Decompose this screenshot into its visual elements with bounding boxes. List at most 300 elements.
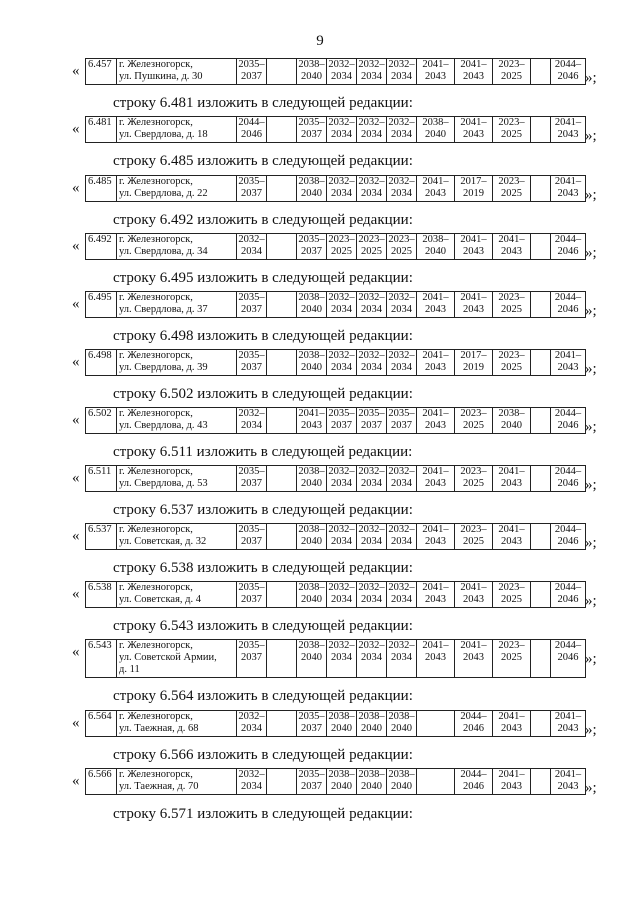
- year-range-cell: [455, 769, 493, 795]
- year-end: 2043: [557, 129, 579, 140]
- year-range-cell: [267, 582, 297, 608]
- year-range-cell: [417, 59, 455, 85]
- year-start: 2035–: [238, 582, 265, 593]
- page-number: 9: [316, 33, 324, 49]
- close-quote: »;: [585, 245, 597, 261]
- year-end: 2043: [425, 304, 446, 315]
- year-end: 2043: [425, 188, 446, 199]
- year-range-cell: [237, 769, 267, 795]
- address-cell: [117, 524, 237, 550]
- year-end: 2025: [463, 420, 484, 431]
- amendment-row: [72, 116, 632, 152]
- year-end: 2043: [425, 536, 446, 547]
- address-line: ул. Советская, д. 4: [119, 594, 201, 605]
- year-end: 2037: [241, 304, 262, 315]
- address-cell: [117, 769, 237, 795]
- year-end: 2034: [331, 536, 352, 547]
- address-line: ул. Советской Армии,: [119, 652, 217, 663]
- year-range-cell: [297, 350, 327, 376]
- year-start: 2023–: [358, 234, 385, 245]
- year-end: 2034: [361, 362, 382, 373]
- year-range-cell: [387, 292, 417, 318]
- year-start: 2041–: [422, 350, 449, 361]
- amendment-row: [72, 639, 632, 675]
- year-range-cell: [237, 640, 267, 678]
- year-range-cell: [417, 350, 455, 376]
- year-end: 2034: [391, 362, 412, 373]
- year-range-cell: [455, 640, 493, 678]
- year-start: 2044–: [554, 59, 582, 70]
- year-start: 2032–: [358, 292, 385, 303]
- year-start: 2032–: [328, 640, 355, 651]
- year-end: 2040: [425, 246, 446, 257]
- address-line: г. Железногорск,: [119, 408, 193, 419]
- amendment-table: [85, 407, 586, 434]
- year-end: 2043: [501, 781, 522, 792]
- year-range-cell: [417, 292, 455, 318]
- year-end: 2037: [241, 188, 262, 199]
- year-end: 2040: [361, 723, 382, 734]
- year-range-cell: [387, 640, 417, 678]
- address-cell: [117, 59, 237, 85]
- year-range-cell: [531, 59, 551, 85]
- close-quote: »;: [585, 535, 597, 551]
- open-quote: «: [72, 180, 80, 196]
- year-start: 2023–: [498, 59, 525, 70]
- year-start: 2032–: [358, 350, 385, 361]
- year-range-cell: [551, 234, 586, 260]
- year-range-cell: [417, 582, 455, 608]
- year-start: 2023–: [498, 292, 525, 303]
- year-start: 2038–: [358, 769, 385, 780]
- year-start: 2038–: [298, 350, 325, 361]
- year-end: 2040: [501, 420, 522, 431]
- row-number-cell: 6.543: [86, 640, 117, 678]
- year-range-cell: [387, 350, 417, 376]
- year-start: 2041–: [460, 582, 487, 593]
- year-end: 2043: [425, 478, 446, 489]
- year-end: 2046: [557, 478, 579, 489]
- year-end: 2025: [463, 536, 484, 547]
- year-range-cell: [493, 408, 531, 434]
- year-start: 2023–: [460, 524, 487, 535]
- year-range-cell: [237, 711, 267, 737]
- year-range-cell: [531, 117, 551, 143]
- row-number-cell: 6.537: [86, 524, 117, 550]
- year-end: 2043: [463, 652, 484, 663]
- year-range-cell: [455, 350, 493, 376]
- year-start: 2041–: [554, 711, 582, 722]
- amendment-instruction: строку 6.564 изложить в следующей редакции:: [113, 688, 413, 704]
- year-end: 2046: [557, 420, 579, 431]
- year-end: 2025: [501, 129, 522, 140]
- open-quote: «: [72, 586, 80, 602]
- year-start: 2044–: [554, 466, 582, 477]
- year-end: 2046: [241, 129, 262, 140]
- year-end: 2037: [301, 246, 322, 257]
- year-end: 2040: [361, 781, 382, 792]
- year-end: 2034: [331, 478, 352, 489]
- year-start: 2032–: [238, 711, 265, 722]
- address-line: г. Железногорск,: [119, 640, 193, 651]
- row-number-cell: 6.498: [86, 350, 117, 376]
- year-start: 2023–: [498, 582, 525, 593]
- year-start: 2035–: [238, 524, 265, 535]
- year-start: 2041–: [460, 640, 487, 651]
- year-end: 2046: [463, 723, 484, 734]
- year-end: 2025: [501, 188, 522, 199]
- year-range-cell: [267, 59, 297, 85]
- year-end: 2025: [391, 246, 412, 257]
- year-end: 2040: [301, 71, 322, 82]
- year-end: 2043: [463, 304, 484, 315]
- open-quote: «: [72, 644, 80, 660]
- year-start: 2023–: [498, 117, 525, 128]
- year-range-cell: [531, 234, 551, 260]
- year-end: 2040: [391, 781, 412, 792]
- amendment-instruction: строку 6.537 изложить в следующей редакции:: [113, 502, 413, 518]
- year-start: 2041–: [422, 524, 449, 535]
- year-start: 2032–: [388, 524, 415, 535]
- year-range-cell: [387, 176, 417, 202]
- year-range-cell: [551, 292, 586, 318]
- year-end: 2034: [391, 594, 412, 605]
- amendment-instruction: строку 6.502 изложить в следующей редакции:: [113, 386, 413, 402]
- year-range-cell: [455, 234, 493, 260]
- amendment-row: [72, 465, 632, 501]
- year-range-cell: [455, 59, 493, 85]
- year-start: 2041–: [554, 117, 582, 128]
- row-number-cell: 6.495: [86, 292, 117, 318]
- row-number-cell: 6.511: [86, 466, 117, 492]
- amendment-row: [72, 407, 632, 443]
- address-line: ул. Свердлова, д. 39: [119, 362, 208, 373]
- year-end: 2046: [557, 246, 579, 257]
- year-start: 2032–: [328, 582, 355, 593]
- year-end: 2043: [425, 652, 446, 663]
- amendment-row: [72, 175, 632, 211]
- year-range-cell: [267, 292, 297, 318]
- address-line: ул. Свердлова, д. 53: [119, 478, 208, 489]
- open-quote: «: [72, 773, 80, 789]
- year-end: 2043: [425, 594, 446, 605]
- year-end: 2043: [463, 129, 484, 140]
- year-start: 2044–: [554, 640, 582, 651]
- amendment-table: [85, 710, 586, 737]
- year-end: 2034: [361, 478, 382, 489]
- year-end: 2043: [557, 362, 579, 373]
- address-line: ул. Свердлова, д. 18: [119, 129, 208, 140]
- year-range-cell: [387, 582, 417, 608]
- year-end: 2043: [425, 420, 446, 431]
- year-start: 2032–: [328, 524, 355, 535]
- year-start: 2044–: [460, 711, 487, 722]
- year-start: 2038–: [298, 524, 325, 535]
- year-range-cell: [327, 292, 357, 318]
- year-end: 2040: [425, 129, 446, 140]
- year-range-cell: [387, 117, 417, 143]
- year-start: 2041–: [554, 350, 582, 361]
- address-line: г. Железногорск,: [119, 234, 193, 245]
- address-line: ул. Свердлова, д. 37: [119, 304, 208, 315]
- address-line: г. Железногорск,: [119, 466, 193, 477]
- year-start: 2032–: [328, 350, 355, 361]
- year-range-cell: [551, 466, 586, 492]
- year-end: 2043: [463, 71, 484, 82]
- year-end: 2040: [301, 652, 322, 663]
- year-start: 2041–: [498, 769, 525, 780]
- amendment-row: [72, 581, 632, 617]
- year-end: 2043: [425, 362, 446, 373]
- close-quote: »;: [585, 303, 597, 319]
- year-range-cell: [357, 117, 387, 143]
- year-range-cell: [297, 59, 327, 85]
- year-start: 2041–: [460, 59, 487, 70]
- year-range-cell: [267, 117, 297, 143]
- amendment-table: [85, 233, 586, 260]
- year-range-cell: [531, 524, 551, 550]
- year-start: 2035–: [238, 176, 265, 187]
- year-range-cell: [297, 408, 327, 434]
- address-line: г. Железногорск,: [119, 176, 193, 187]
- open-quote: «: [72, 715, 80, 731]
- year-end: 2037: [241, 536, 262, 547]
- year-start: 2032–: [358, 640, 385, 651]
- year-range-cell: [387, 466, 417, 492]
- year-range-cell: [455, 466, 493, 492]
- year-range-cell: [531, 350, 551, 376]
- amendment-instruction: строку 6.511 изложить в следующей редакции:: [113, 444, 413, 460]
- year-range-cell: [237, 292, 267, 318]
- year-start: 2041–: [498, 711, 525, 722]
- address-line: г. Железногорск,: [119, 59, 193, 70]
- year-start: 2032–: [388, 59, 415, 70]
- year-end: 2025: [501, 594, 522, 605]
- year-start: 2044–: [554, 582, 582, 593]
- address-line: г. Железногорск,: [119, 350, 193, 361]
- year-range-cell: [267, 408, 297, 434]
- year-end: 2037: [241, 652, 262, 663]
- year-end: 2037: [241, 362, 262, 373]
- year-range-cell: [357, 711, 387, 737]
- year-end: 2034: [391, 536, 412, 547]
- year-range-cell: [551, 582, 586, 608]
- address-cell: [117, 640, 237, 678]
- year-range-cell: [455, 408, 493, 434]
- year-start: 2041–: [422, 640, 449, 651]
- year-end: 2034: [331, 304, 352, 315]
- address-line: г. Железногорск,: [119, 292, 193, 303]
- year-start: 2032–: [238, 234, 265, 245]
- year-start: 2032–: [238, 408, 265, 419]
- year-start: 2032–: [388, 640, 415, 651]
- year-start: 2041–: [460, 234, 487, 245]
- year-start: 2023–: [498, 350, 525, 361]
- year-end: 2034: [361, 652, 382, 663]
- year-range-cell: [237, 582, 267, 608]
- year-range-cell: [267, 176, 297, 202]
- year-range-cell: [327, 408, 357, 434]
- address-line: д. 11: [119, 664, 140, 675]
- year-range-cell: [237, 234, 267, 260]
- year-end: 2034: [241, 246, 262, 257]
- year-range-cell: [267, 640, 297, 678]
- amendment-table: [85, 291, 586, 318]
- address-cell: [117, 466, 237, 492]
- year-end: 2034: [331, 129, 352, 140]
- year-range-cell: [417, 117, 455, 143]
- year-end: 2037: [241, 594, 262, 605]
- year-start: 2035–: [238, 59, 265, 70]
- year-range-cell: [327, 466, 357, 492]
- year-range-cell: [297, 640, 327, 678]
- year-range-cell: [267, 711, 297, 737]
- year-end: 2037: [301, 723, 322, 734]
- year-start: 2032–: [358, 524, 385, 535]
- year-range-cell: [493, 466, 531, 492]
- year-end: 2025: [501, 652, 522, 663]
- amendment-instruction: строку 6.538 изложить в следующей редакции:: [113, 560, 413, 576]
- year-end: 2034: [391, 188, 412, 199]
- year-start: 2038–: [388, 711, 415, 722]
- year-start: 2032–: [358, 59, 385, 70]
- year-end: 2019: [463, 188, 484, 199]
- year-range-cell: [551, 350, 586, 376]
- close-quote: »;: [585, 128, 597, 144]
- year-start: 2032–: [358, 117, 385, 128]
- address-cell: [117, 292, 237, 318]
- amendment-row: [72, 768, 632, 804]
- year-range-cell: [531, 640, 551, 678]
- year-start: 2023–: [498, 640, 525, 651]
- year-start: 2032–: [388, 582, 415, 593]
- year-range-cell: [531, 408, 551, 434]
- year-range-cell: [357, 640, 387, 678]
- amendment-row: [72, 233, 632, 269]
- year-end: 2025: [361, 246, 382, 257]
- year-range-cell: [327, 117, 357, 143]
- year-start: 2041–: [422, 466, 449, 477]
- year-range-cell: [357, 350, 387, 376]
- year-start: 2032–: [388, 466, 415, 477]
- year-range-cell: [493, 582, 531, 608]
- amendment-row: [72, 291, 632, 327]
- year-end: 2040: [301, 536, 322, 547]
- year-range-cell: [357, 176, 387, 202]
- year-range-cell: [551, 769, 586, 795]
- year-range-cell: [455, 711, 493, 737]
- year-start: 2023–: [388, 234, 415, 245]
- year-end: 2046: [557, 71, 579, 82]
- year-end: 2040: [301, 304, 322, 315]
- amendment-table: [85, 639, 586, 678]
- year-range-cell: [493, 292, 531, 318]
- row-number-cell: 6.481: [86, 117, 117, 143]
- year-start: 2041–: [554, 176, 582, 187]
- year-range-cell: [267, 466, 297, 492]
- row-number-cell: 6.538: [86, 582, 117, 608]
- year-start: 2035–: [238, 292, 265, 303]
- year-end: 2043: [501, 246, 522, 257]
- year-end: 2034: [331, 188, 352, 199]
- row-number-cell: 6.485: [86, 176, 117, 202]
- year-range-cell: [493, 350, 531, 376]
- year-start: 2038–: [298, 640, 325, 651]
- year-end: 2037: [361, 420, 382, 431]
- year-range-cell: [237, 59, 267, 85]
- year-range-cell: [493, 524, 531, 550]
- year-range-cell: [387, 234, 417, 260]
- year-end: 2040: [301, 188, 322, 199]
- year-range-cell: [297, 176, 327, 202]
- year-range-cell: [551, 59, 586, 85]
- year-range-cell: [237, 524, 267, 550]
- year-end: 2034: [241, 420, 262, 431]
- year-end: 2034: [361, 304, 382, 315]
- year-start: 2041–: [422, 292, 449, 303]
- year-start: 2017–: [460, 176, 487, 187]
- year-end: 2019: [463, 362, 484, 373]
- year-range-cell: [531, 711, 551, 737]
- year-end: 2043: [463, 246, 484, 257]
- year-start: 2032–: [358, 466, 385, 477]
- row-number-cell: 6.492: [86, 234, 117, 260]
- year-start: 2041–: [498, 466, 525, 477]
- year-range-cell: [327, 769, 357, 795]
- year-range-cell: [417, 769, 455, 795]
- year-range-cell: [237, 466, 267, 492]
- year-range-cell: [327, 711, 357, 737]
- address-line: г. Железногорск,: [119, 769, 193, 780]
- amendment-row: [72, 523, 632, 559]
- year-range-cell: [531, 769, 551, 795]
- year-end: 2034: [331, 652, 352, 663]
- year-end: 2046: [463, 781, 484, 792]
- address-line: ул. Советская, д. 32: [119, 536, 207, 547]
- year-start: 2035–: [358, 408, 385, 419]
- year-range-cell: [455, 117, 493, 143]
- year-start: 2035–: [298, 769, 325, 780]
- year-end: 2034: [361, 188, 382, 199]
- year-start: 2032–: [328, 117, 355, 128]
- year-range-cell: [493, 711, 531, 737]
- year-start: 2038–: [298, 292, 325, 303]
- row-number-cell: 6.566: [86, 769, 117, 795]
- year-range-cell: [417, 640, 455, 678]
- year-end: 2037: [241, 478, 262, 489]
- year-end: 2043: [301, 420, 322, 431]
- year-range-cell: [327, 524, 357, 550]
- close-quote: »;: [585, 651, 597, 667]
- year-range-cell: [237, 350, 267, 376]
- year-start: 2041–: [422, 408, 449, 419]
- amendment-table: [85, 175, 586, 202]
- year-range-cell: [297, 234, 327, 260]
- year-range-cell: [357, 769, 387, 795]
- year-start: 2038–: [298, 176, 325, 187]
- year-start: 2038–: [422, 117, 449, 128]
- open-quote: «: [72, 528, 80, 544]
- year-end: 2046: [557, 304, 579, 315]
- address-cell: [117, 408, 237, 434]
- year-end: 2034: [391, 71, 412, 82]
- year-range-cell: [531, 292, 551, 318]
- year-end: 2043: [501, 536, 522, 547]
- year-start: 2038–: [328, 769, 355, 780]
- year-end: 2040: [391, 723, 412, 734]
- year-end: 2034: [331, 71, 352, 82]
- amendment-instruction: строку 6.571 изложить в следующей редакции:: [113, 806, 413, 822]
